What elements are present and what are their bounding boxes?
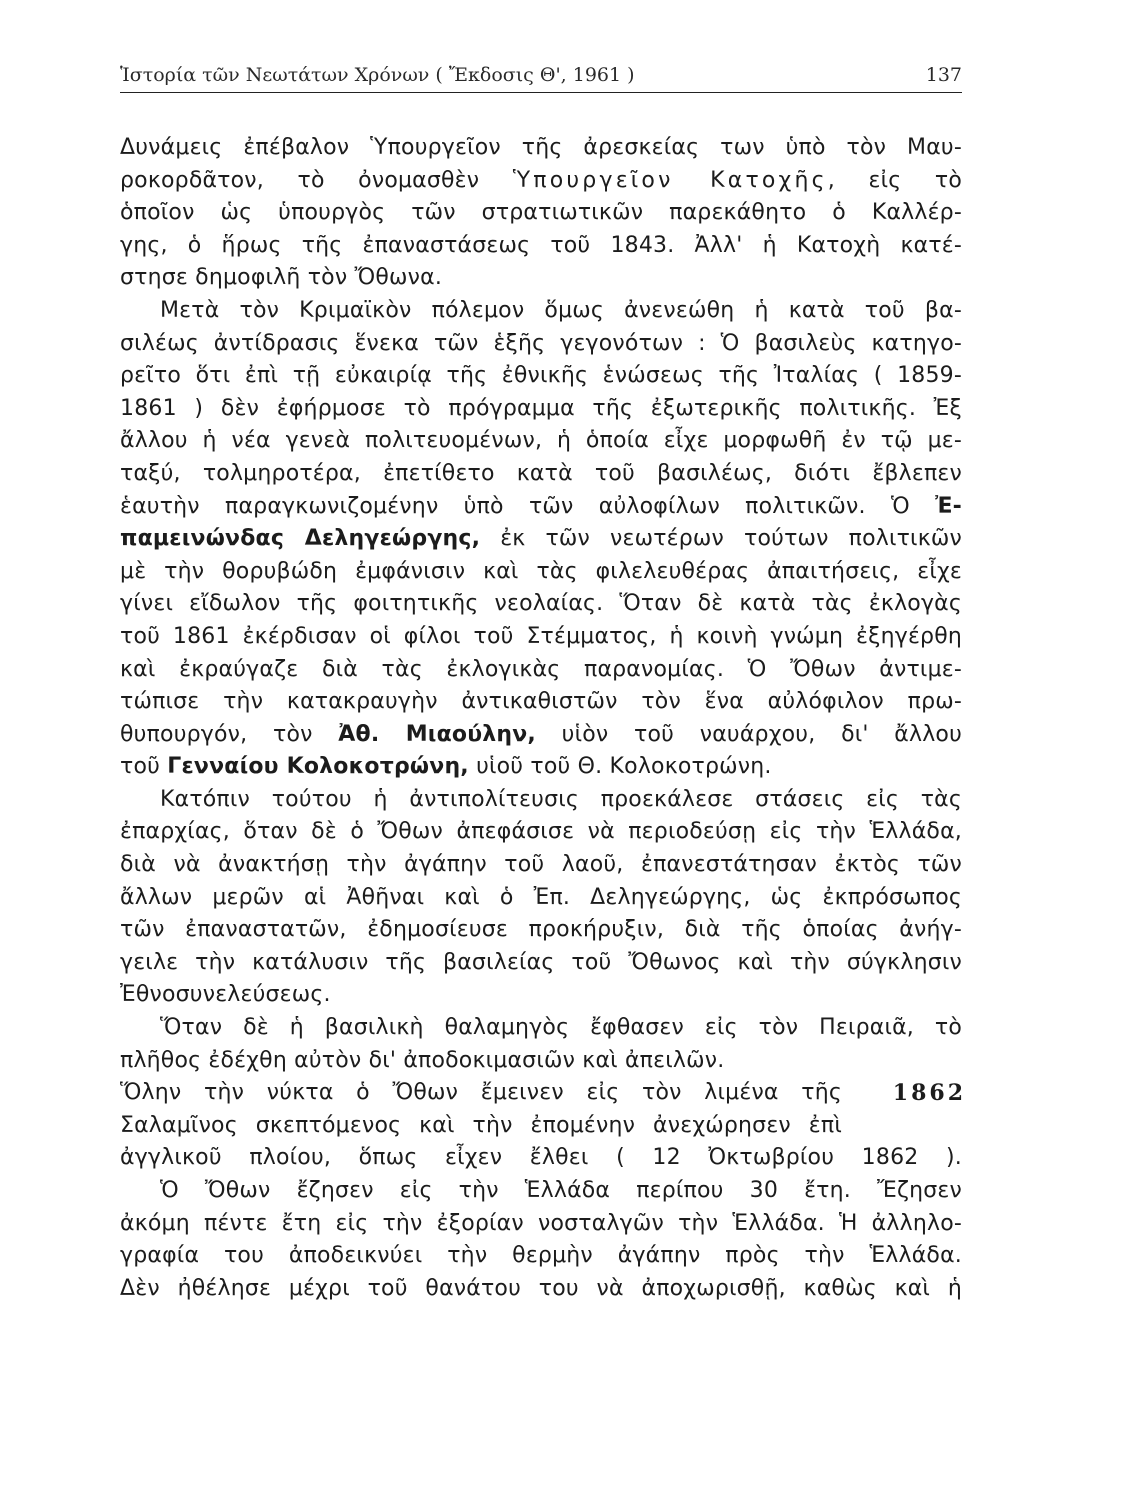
bold-name: παμεινώνδας Δεληγεώργης,	[120, 526, 481, 552]
text-line: πλῆθος ἐδέχθη αὐτὸν δι' ἀποδοκιμασιῶν καὶ ἀπειλῶν.	[120, 1047, 725, 1073]
text-line	[120, 1110, 962, 1143]
running-header	[120, 62, 962, 93]
text-line	[120, 491, 962, 524]
text-line: γης, ὁ ἥρως τῆς ἐπαναστάσεως τοῦ 1843. Ἀλλ' ἡ Κατοχὴ κατέ-	[120, 232, 962, 258]
text-span: ἑαυτὴν παραγκωνιζομένην ὑπὸ τῶν αὐλοφίλων πολιτικῶν. Ὁ	[120, 493, 910, 519]
text-line: Ὁ Ὄθων ἔζησεν εἰς τὴν Ἑλλάδα περίπου 30 ἔτη. Ἔζησεν	[160, 1178, 962, 1203]
text-line: ἐπαρχίας, ὅταν δὲ ὁ Ὄθων ἀπεφάσισε νὰ περιοδεύσῃ εἰς τὴν Ἑλλάδα,	[120, 819, 962, 845]
text-line: Δὲν ἠθέλησε μέχρι τοῦ θανάτου του νὰ ἀποχωρισθῇ, καθὼς καὶ ἡ	[120, 1275, 962, 1301]
text-span: υἱοῦ τοῦ Θ. Κολοκοτρώνη.	[476, 754, 772, 780]
text-line: ρεῖτο ὅτι ἐπὶ τῇ εὐκαιρίᾳ τῆς ἐθνικῆς ἑνώσεως τῆς Ἰταλίας ( 1859-	[120, 363, 962, 389]
text-line: ταξύ, τολμηροτέρα, ἐπετίθετο κατὰ τοῦ βασιλέως, διότι ἔβλεπεν	[120, 460, 962, 486]
margin-year: 1862	[892, 1080, 966, 1107]
text-line	[120, 165, 962, 198]
text-line	[120, 523, 962, 556]
text-line	[120, 719, 962, 752]
bold-name: Γενναίου Κολοκοτρώνη,	[167, 754, 469, 780]
text-span: , εἰς τὸ	[827, 167, 962, 193]
page-number: 137	[925, 64, 962, 86]
text-line: ἄλλου ἡ νέα γενεὰ πολιτευομένων, ἡ ὁποία εἶχε μορφωθῆ ἐν τῷ με-	[120, 428, 962, 454]
body-text	[120, 132, 966, 1305]
bold-name: Ἐ-	[935, 493, 962, 519]
text-line: μὲ τὴν θορυβώδη ἐμφάνισιν καὶ τὰς φιλελευθέρας ἀπαιτήσεις, εἶχε	[120, 558, 962, 584]
text-span: Σαλαμῖνος σκεπτόμενος καὶ τὴν ἐπομένην ἀνεχώρησεν ἐπὶ	[120, 1112, 842, 1138]
text-line: Ἐθνοσυνελεύσεως.	[120, 982, 331, 1008]
text-line: Ὅταν δὲ ἡ βασιλικὴ θαλαμηγὸς ἔφθασεν εἰς τὸν Πειραιᾶ, τὸ	[160, 1015, 962, 1041]
text-line: Μετὰ τὸν Κριμαϊκὸν πόλεμον ὅμως ἀνενεώθη ἡ κατὰ τοῦ βα-	[160, 297, 962, 323]
text-line: τοῦ 1861 ἐκέρδισαν οἱ φίλοι τοῦ Στέμματος, ἡ κοινὴ γνώμη ἐξηγέρθη	[120, 623, 962, 649]
bold-name: Ἀθ. Μιαούλην,	[338, 721, 536, 747]
text-line: στησε δημοφιλῆ τὸν Ὄθωνα.	[120, 265, 443, 291]
text-line: τῶν ἐπαναστατῶν, ἐδημοσίευσε προκήρυξιν, διὰ τῆς ὁποίας ἀνήγ-	[120, 917, 962, 943]
text-line: ὁποῖον ὡς ὑπουργὸς τῶν στρατιωτικῶν παρεκάθητο ὁ Καλλέρ-	[120, 200, 962, 226]
text-span: υἱὸν τοῦ ναυάρχου, δι' ἄλλου	[561, 721, 962, 747]
text-line: ἄλλων μερῶν αἱ Ἀθῆναι καὶ ὁ Ἐπ. Δεληγεώργης, ὡς ἐκπρόσωπος	[120, 884, 962, 910]
text-span: ἐκ τῶν νεωτέρων τούτων πολιτικῶν	[500, 526, 962, 552]
text-line: ἀκόμη πέντε ἔτη εἰς τὴν ἐξορίαν νοσταλγῶν τὴν Ἑλλάδα. Ἡ ἀλληλο-	[120, 1210, 962, 1236]
text-line: διὰ νὰ ἀνακτήσῃ τὴν ἀγάπην τοῦ λαοῦ, ἐπανεστάτησαν ἐκτὸς τῶν	[120, 852, 962, 878]
text-line: σιλέως ἀντίδρασις ἕνεκα τῶν ἑξῆς γεγονότων : Ὁ βασιλεὺς κατηγο-	[120, 330, 962, 356]
text-line: Κατόπιν τούτου ἡ ἀντιπολίτευσις προεκάλεσε στάσεις εἰς τὰς	[160, 786, 962, 812]
text-line: γειλε τὴν κατάλυσιν τῆς βασιλείας τοῦ Ὄθωνος καὶ τὴν σύγκλησιν	[120, 949, 962, 975]
text-line	[120, 1077, 966, 1110]
text-line: ἀγγλικοῦ πλοίου, ὅπως εἶχεν ἔλθει ( 12 Ὀκτωβρίου 1862 ).	[120, 1145, 962, 1171]
text-span: Ὅλην τὴν νύκτα ὁ Ὄθων ἔμεινεν εἰς τὸν λιμένα τῆς	[120, 1080, 842, 1106]
text-line	[120, 751, 962, 784]
text-line: καὶ ἐκραύγαζε διὰ τὰς ἐκλογικὰς παρανομίας. Ὁ Ὄθων ἀντιμε-	[120, 656, 962, 682]
text-span: ροκορδᾶτον, τὸ ὀνομασθὲν	[120, 167, 480, 193]
text-span: τοῦ	[120, 754, 161, 780]
text-span: θυπουργόν, τὸν	[120, 721, 313, 747]
text-line: τώπισε τὴν κατακραυγὴν ἀντικαθιστῶν τὸν ἕνα αὐλόφιλον πρω-	[120, 689, 962, 715]
spaced-term: Ὑπουργεῖον Κατοχῆς	[512, 167, 828, 193]
header-title: Ἱστορία τῶν Νεωτάτων Χρόνων ( Ἔκδοσις Θ', 1961 )	[120, 64, 635, 86]
text-line: 1861 ) δὲν ἐφήρμοσε τὸ πρόγραμμα τῆς ἐξωτερικῆς πολιτικῆς. Ἐξ	[120, 395, 962, 421]
text-line: γίνει εἴδωλον τῆς φοιτητικῆς νεολαίας. Ὅταν δὲ κατὰ τὰς ἐκλογὰς	[120, 591, 962, 617]
text-line: Δυνάμεις ἐπέβαλον Ὑπουργεῖον τῆς ἀρεσκείας των ὑπὸ τὸν Μαυ-	[120, 135, 962, 160]
text-line: γραφία του ἀποδεικνύει τὴν θερμὴν ἀγάπην πρὸς τὴν Ἑλλάδα.	[120, 1243, 962, 1269]
